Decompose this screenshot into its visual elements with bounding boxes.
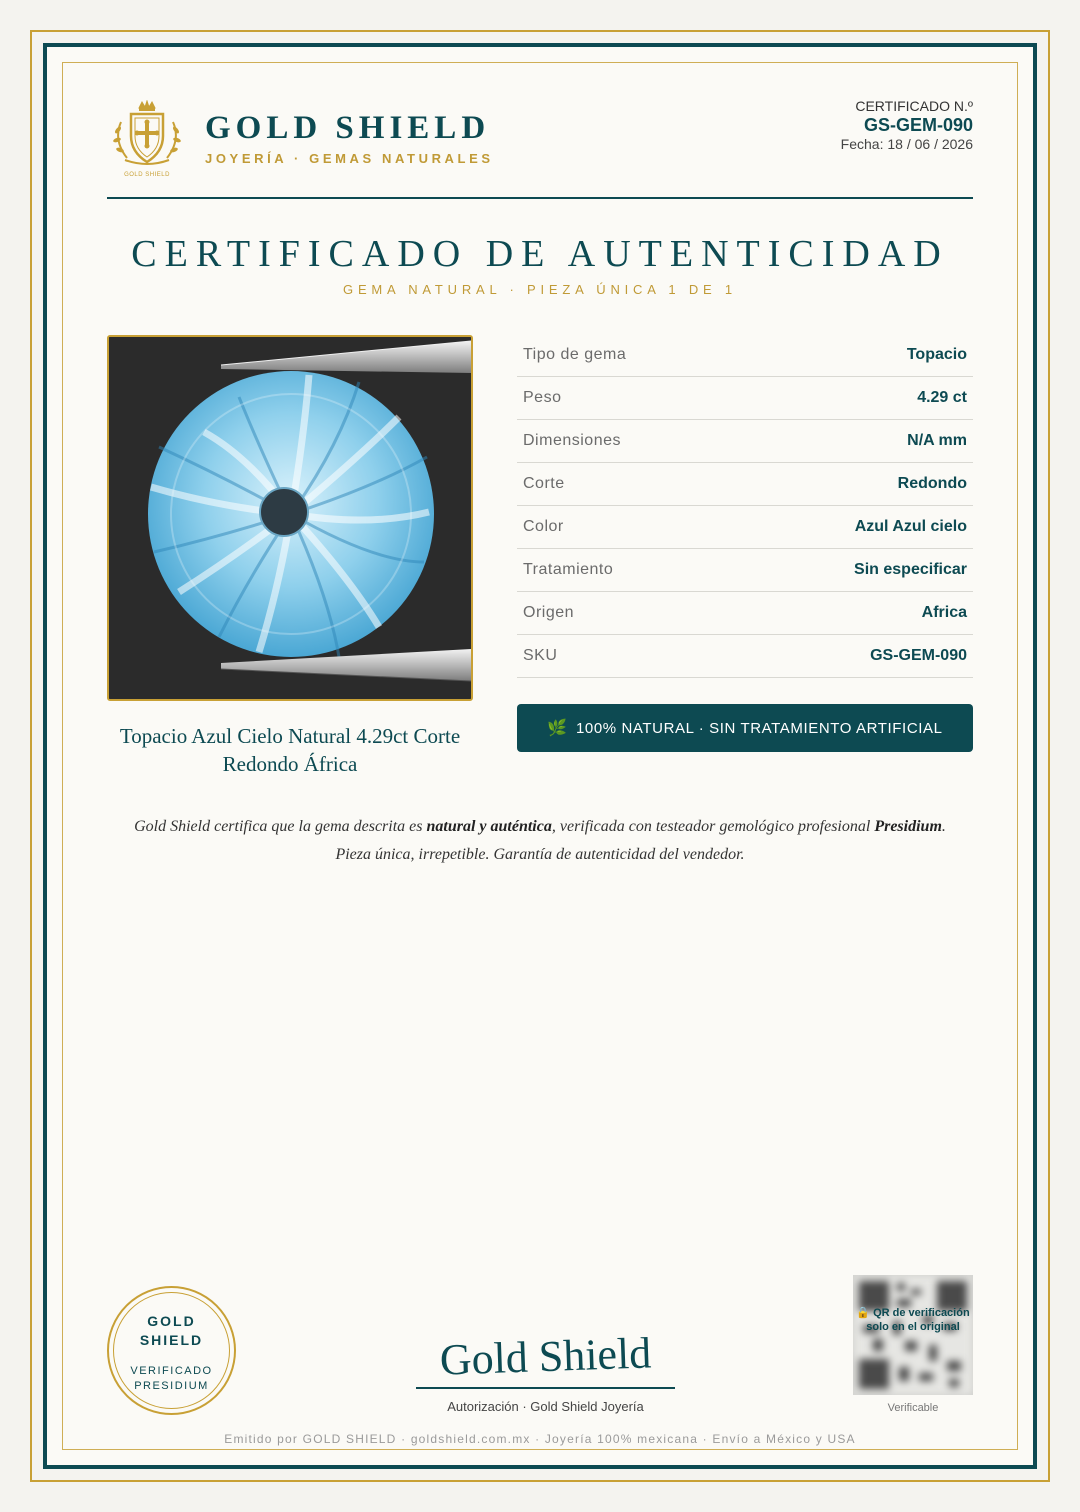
spec-value: Redondo: [897, 475, 967, 492]
spec-label: Corte: [523, 475, 565, 492]
footer: Emitido por GOLD SHIELD · goldshield.com.mx · Joyería 100% mexicana · Envío a México y USA: [224, 1432, 856, 1446]
gem-caption: Topacio Azul Cielo Natural 4.29ct Corte Redondo África: [119, 724, 461, 776]
spec-row-cut: [517, 463, 973, 506]
spec-row-treatment: [517, 549, 973, 592]
spec-value: Topacio: [906, 346, 967, 363]
spec-label: Color: [523, 518, 564, 535]
authenticity-statement: [107, 813, 973, 869]
brand-name: GOLD SHIELD: [205, 110, 491, 146]
brand-tagline: JOYERÍA · GEMAS NATURALES: [205, 151, 494, 166]
spec-value: Africa: [921, 604, 967, 621]
verification-seal: [107, 1286, 236, 1415]
certificate-number: GS-GEM-090: [863, 115, 973, 135]
natural-badge: [517, 704, 973, 752]
spec-label: Origen: [523, 604, 575, 621]
gem-photo: [107, 335, 473, 701]
statement-line-2: Pieza única, irrepetible. Garantía de autenticidad del vendedor.: [335, 846, 745, 863]
spec-row-sku: [517, 635, 973, 678]
spec-row-color: [517, 506, 973, 549]
spec-label: Tipo de gema: [523, 346, 627, 363]
spec-label: Dimensiones: [523, 432, 621, 449]
spec-row-weight: [517, 377, 973, 420]
signature-caption: Autorización · Gold Shield Joyería: [447, 1399, 644, 1414]
qr-pattern: [853, 1275, 973, 1395]
spec-row-dimensions: [517, 420, 973, 463]
natural-badge-text: 100% NATURAL · SIN TRATAMIENTO ARTIFICIAL: [575, 719, 943, 737]
spec-row-origin: [517, 592, 973, 635]
certificate-date: Fecha: 18 / 06 / 2026: [840, 136, 973, 152]
spec-value: N/A mm: [907, 432, 967, 449]
gold-shield-logo: [107, 100, 187, 178]
statement-line-1: Gold Shield certifica que la gema descrita es natural y auténtica, verificada con testeador gemológico profesional Presidium.: [134, 818, 946, 835]
header-divider: [107, 197, 973, 199]
spec-value: Sin especificar: [854, 561, 967, 578]
spec-row-gem-type: [517, 334, 973, 377]
seal-brand: GOLD SHIELD: [139, 1313, 204, 1348]
signature: Gold Shield: [438, 1328, 653, 1385]
gem-specs-table: [517, 334, 973, 678]
spec-value: 4.29 ct: [917, 389, 967, 406]
leaf-icon: 🌿: [547, 720, 568, 737]
qr-caption: Verificable: [887, 1402, 939, 1414]
signature-line: [416, 1387, 675, 1389]
spec-value: GS-GEM-090: [870, 647, 967, 664]
logo-small-text: GOLD SHIELD: [124, 172, 170, 178]
page-subtitle: GEMA NATURAL · PIEZA ÚNICA 1 DE 1: [343, 282, 737, 297]
page-title: CERTIFICADO DE AUTENTICIDAD: [131, 233, 949, 275]
qr-note: 🔒 QR de verificación solo en el original: [856, 1307, 970, 1333]
seal-verified: VERIFICADO PRESIDIUM: [130, 1365, 213, 1392]
spec-label: SKU: [523, 647, 558, 664]
spec-value: Azul Azul cielo: [854, 518, 967, 535]
spec-label: Peso: [523, 389, 562, 406]
certificate-number-label: CERTIFICADO N.º: [855, 98, 973, 114]
qr-code: [853, 1275, 973, 1395]
spec-label: Tratamiento: [523, 561, 614, 578]
